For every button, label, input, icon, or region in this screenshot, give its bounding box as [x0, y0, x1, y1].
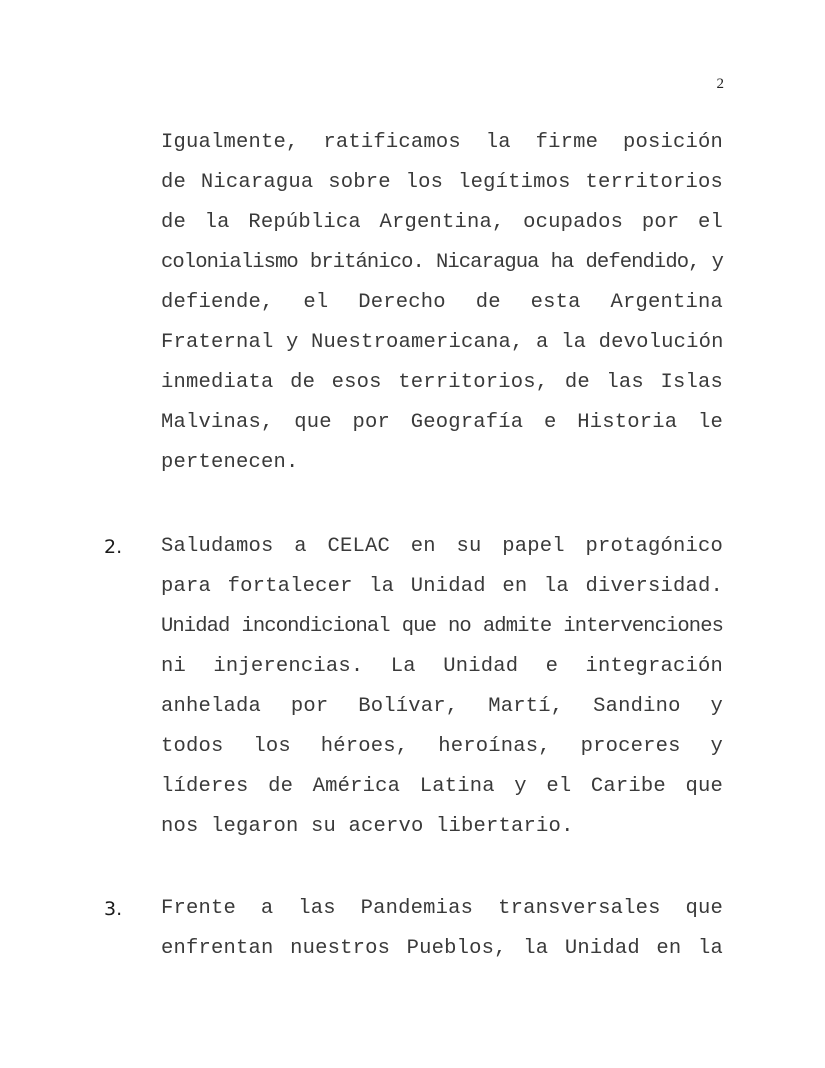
text-line: Saludamos a CELAC en su papel protagónico — [161, 535, 723, 558]
paragraph-1 — [161, 123, 723, 483]
text-line: Unidad incondicional que no admite intervenciones — [161, 615, 723, 638]
text-line: enfrentan nuestros Pueblos, la Unidad en la — [161, 937, 723, 960]
text-line: Igualmente, ratificamos la firme posición — [161, 131, 723, 154]
text-line: todos los héroes, heroínas, proceres y — [161, 735, 723, 758]
text-line: de la República Argentina, ocupados por el — [161, 211, 723, 234]
text-line: colonialismo británico. Nicaragua ha defendido, y — [161, 251, 723, 274]
list-marker: 2. — [104, 536, 123, 558]
paragraph-3 — [161, 889, 723, 969]
list-marker: 3. — [104, 898, 123, 920]
text-line: inmediata de esos territorios, de las Islas — [161, 371, 723, 394]
text-line: nos legaron su acervo libertario. — [161, 815, 574, 838]
text-line: pertenecen. — [161, 451, 299, 474]
text-line: Frente a las Pandemias transversales que — [161, 897, 723, 920]
text-line: de Nicaragua sobre los legítimos territorios — [161, 171, 723, 194]
page-number: 2 — [716, 76, 724, 92]
text-line: anhelada por Bolívar, Martí, Sandino y — [161, 695, 723, 718]
text-line: Malvinas, que por Geografía e Historia le — [161, 411, 723, 434]
paragraph-2 — [161, 527, 723, 847]
text-line: ni injerencias. La Unidad e integración — [161, 655, 723, 678]
text-line: defiende, el Derecho de esta Argentina — [161, 291, 723, 314]
text-line: líderes de América Latina y el Caribe que — [161, 775, 723, 798]
text-line: Fraternal y Nuestroamericana, a la devolución — [161, 331, 724, 354]
text-line: para fortalecer la Unidad en la diversidad. — [161, 575, 723, 598]
